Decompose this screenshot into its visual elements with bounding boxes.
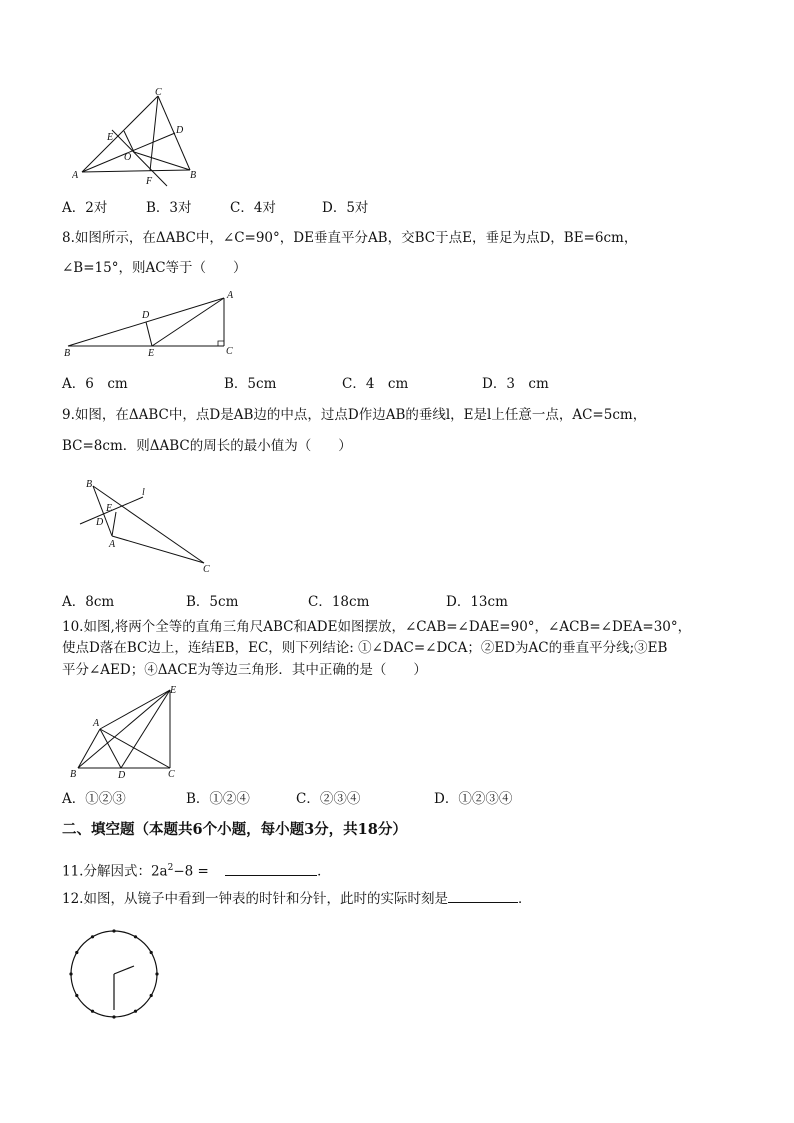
q9-label-l: l <box>142 487 145 498</box>
q8-figure <box>62 288 252 360</box>
q8-option-a[interactable]: A．6 cm <box>62 376 128 392</box>
q9-option-c[interactable]: C．18cm <box>308 594 370 610</box>
q9-option-d[interactable]: D．13cm <box>446 594 508 610</box>
q10-option-a[interactable]: A．①②③ <box>62 791 126 807</box>
q11-end: ． <box>317 863 331 880</box>
q10-label-d: D <box>118 770 126 781</box>
clock-hour-hand <box>114 966 134 974</box>
q10-stem-line3: 平分∠AED；④ΔACE为等边三角形．其中正确的是（ ） <box>62 662 427 678</box>
q8-option-c[interactable]: C．4 cm <box>342 376 409 392</box>
q10-figure <box>64 682 194 782</box>
q9-option-b[interactable]: B．5cm <box>186 594 239 610</box>
q9-label-e: E <box>106 503 113 514</box>
q9-stem-line1: 9.如图，在ΔABC中，点D是AB边的中点，过点D作边AB的垂线l，E是l上任意一点，AC=5cm， <box>62 407 647 423</box>
section-2-title: 二、填空题（本题共6个小题，每小题3分，共18分） <box>62 821 407 838</box>
q9-label-d: D <box>96 517 104 528</box>
q7-option-a[interactable]: A．2对 <box>62 200 108 216</box>
q7-label-o: O <box>124 152 132 163</box>
q10-option-b[interactable]: B．①②④ <box>186 791 250 807</box>
q12-answer-blank[interactable] <box>448 888 518 903</box>
q7-label-e: E <box>107 132 114 143</box>
q8-label-d: D <box>142 310 150 321</box>
q8-stem-line1: 8.如图所示，在ΔABC中，∠C=90°，DE垂直平分AB，交BC于点E，垂足为点D，BE=6cm， <box>62 230 638 246</box>
q8-label-c: C <box>226 346 233 357</box>
q11-prefix: 11.分解因式：2a <box>62 863 168 880</box>
q8-label-e: E <box>148 348 155 359</box>
q10-option-c[interactable]: C．②③④ <box>296 791 361 807</box>
q7-option-c[interactable]: C．4对 <box>230 200 276 216</box>
q12-stem <box>62 888 531 909</box>
q9-label-a: A <box>109 539 116 550</box>
q8-option-b[interactable]: B．5cm <box>224 376 277 392</box>
q7-option-d[interactable]: D．5对 <box>322 200 369 216</box>
q11-stem <box>62 858 331 882</box>
q7-figure <box>72 88 212 188</box>
q8-label-a: A <box>227 290 234 301</box>
q9-label-b: B <box>86 479 93 490</box>
q9-stem-line2: BC=8cm．则ΔABC的周长的最小值为（ ） <box>62 438 352 454</box>
q7-label-f: F <box>146 176 153 187</box>
q8-label-b: B <box>64 348 71 359</box>
q8-stem-line2: ∠B=15°，则AC等于（ ） <box>62 260 247 276</box>
q7-option-b[interactable]: B．3对 <box>146 200 192 216</box>
q11-answer-blank[interactable] <box>225 861 317 876</box>
q7-label-b: B <box>190 170 197 181</box>
q11-exponent: 2 <box>167 863 174 873</box>
q12-end: ． <box>517 891 532 907</box>
q7-label-a: A <box>72 170 79 181</box>
q10-option-d[interactable]: D．①②③④ <box>434 791 513 807</box>
q10-stem-line2: 使点D落在BC边上，连结EB，EC，则下列结论: ①∠DAC=∠DCA；②ED为AC的垂直平分线;③EB <box>62 640 668 656</box>
q10-label-e: E <box>170 685 177 696</box>
q12-text: 12.如图，从镜子中看到一钟表的时针和分针，此时的实际时刻是 <box>62 891 448 907</box>
mirror-clock-figure <box>66 928 164 1022</box>
q8-option-d[interactable]: D．3 cm <box>482 376 549 392</box>
q10-label-b: B <box>70 769 77 780</box>
q7-label-d: D <box>176 125 184 136</box>
q10-label-a: A <box>93 718 100 729</box>
q7-label-c: C <box>155 88 162 98</box>
q9-label-c: C <box>203 564 210 574</box>
q9-figure <box>76 478 216 574</box>
q10-label-c: C <box>168 769 175 780</box>
q10-stem-line1: 10.如图,将两个全等的直角三角尺ABC和ADE如图摆放，∠CAB=∠DAE=90°，∠ACB=∠DEA=30°， <box>62 619 692 635</box>
q11-suffix: −8 = <box>173 863 214 880</box>
q9-option-a[interactable]: A．8cm <box>62 594 115 610</box>
